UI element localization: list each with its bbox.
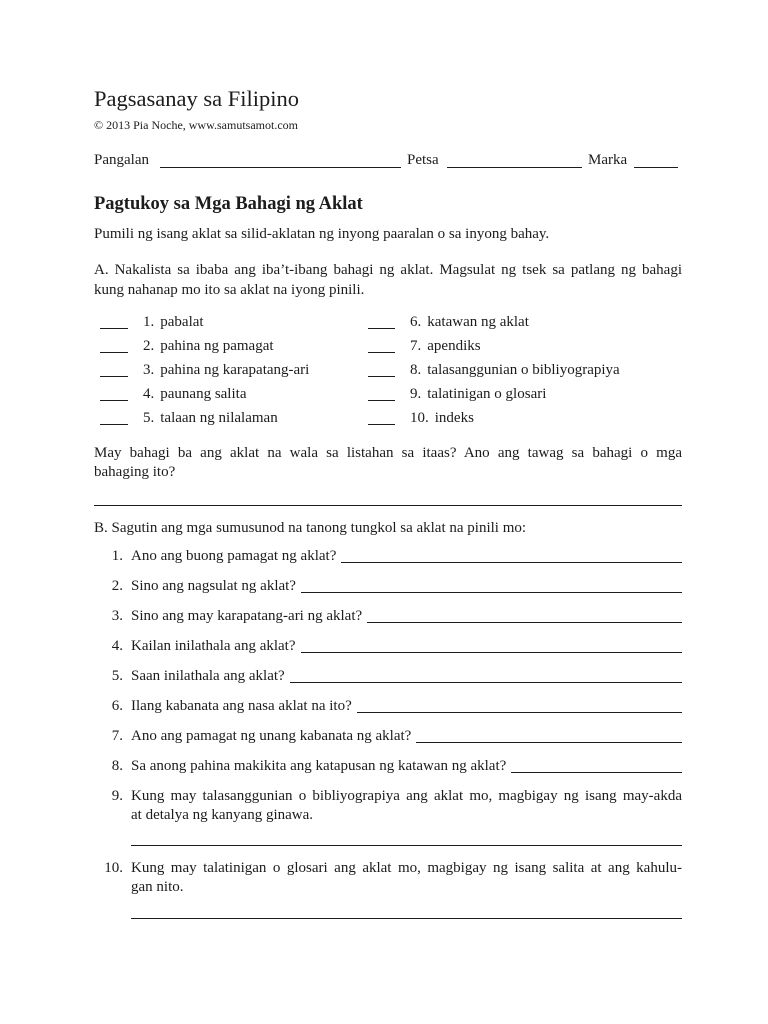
answer-blank [511,757,682,773]
part-b-instructions: B. Sagutin ang mga sumusunod na tanong tungkol sa aklat na pinili mo: [94,520,527,536]
answer-blank [290,667,682,683]
item-number: 8. [410,362,422,378]
question-row [94,667,682,685]
answer-blank [131,845,682,846]
question-number: 2. [111,578,123,594]
question-number: 5. [111,668,123,684]
question-row [94,727,682,745]
question-number: 8. [111,758,123,774]
question-number: 9. [111,788,123,804]
answer-blank [357,697,682,713]
question-number: 4. [111,638,123,654]
check-blank [100,424,128,425]
question-row [94,547,682,565]
followup-answer-blank [94,505,682,506]
item-number: 2. [143,338,155,354]
question-text-line-2: gan nito. [131,879,184,895]
list-item [410,409,474,427]
item-number: 9. [410,386,422,402]
list-item [143,385,246,403]
question-number: 3. [111,608,123,624]
check-blank [368,400,395,401]
check-blank [368,376,395,377]
item-label: talatinigan o glosari [427,386,547,402]
question-text: Ano ang pamagat ng unang kabanata ng aklat? [131,728,412,744]
intro-text: Pumili ng isang aklat sa silid-aklatan ng inyong paaralan o sa inyong bahay. [94,226,550,242]
answer-blank [416,727,682,743]
item-number: 6. [410,314,422,330]
answer-blank [131,918,682,919]
answer-blank [301,637,682,653]
question-number: 1. [111,548,123,564]
question-row [94,859,682,897]
question-text: Ano ang buong pamagat ng aklat? [131,548,337,564]
question-row [94,607,682,625]
item-label: talasanggunian o bibliyograpiya [427,362,620,378]
check-blank [100,328,128,329]
question-text: Sino ang nagsulat ng aklat? [131,578,296,594]
item-label: apendiks [427,338,481,354]
item-number: 4. [143,386,155,402]
item-number: 5. [143,410,155,426]
section-title: Pagtukoy sa Mga Bahagi ng Aklat [94,194,363,214]
answer-blank [341,547,682,563]
part-a-instructions-line-2: kung nahanap mo ito sa aklat na iyong pinili. [94,282,365,298]
grade-blank [634,167,678,168]
check-blank [100,400,128,401]
copyright-line: © 2013 Pia Noche, www.samutsamot.com [94,118,298,132]
item-label: pabalat [160,314,204,330]
question-row [94,757,682,775]
followup-question-line-1: May bahagi ba ang aklat na wala sa listahan sa itaas? Ano ang tawag sa bahagi o mga [94,445,682,461]
question-text: Sino ang may karapatang-ari ng aklat? [131,608,363,624]
name-label: Pangalan [94,152,149,168]
question-row [94,787,682,825]
page-title: Pagsasanay sa Filipino [94,86,299,111]
list-item [143,337,274,355]
list-item [143,361,309,379]
question-number: 10. [104,860,123,876]
date-blank [447,167,582,168]
check-blank [368,328,395,329]
item-label: katawan ng aklat [427,314,529,330]
list-item [410,361,620,379]
date-label: Petsa [407,152,439,168]
item-number: 3. [143,362,155,378]
item-label: indeks [434,410,474,426]
item-number: 10. [410,410,429,426]
question-text: Kailan inilathala ang aklat? [131,638,296,654]
check-blank [368,352,395,353]
list-item [143,313,204,331]
item-label: pahina ng karapatang-ari [160,362,310,378]
name-blank [160,167,401,168]
part-a-instructions-line-1: A. Nakalista sa ibaba ang iba’t-ibang bahagi ng aklat. Magsulat ng tsek sa patlang ng bahagi [94,262,682,278]
question-text [131,859,682,897]
question-row [94,697,682,715]
item-label: talaan ng nilalaman [160,410,278,426]
grade-label: Marka [588,152,628,168]
question-text [131,787,682,825]
question-text: Sa anong pahina makikita ang katapusan ng katawan ng aklat? [131,758,507,774]
item-label: paunang salita [160,386,247,402]
question-text: Saan inilathala ang aklat? [131,668,285,684]
question-text-line-1: Kung may talasanggunian o bibliyograpiya ang aklat mo, magbigay ng isang may-akda [131,788,682,804]
item-number: 1. [143,314,155,330]
question-text-line-2: at detalya ng kanyang ginawa. [131,807,314,823]
question-row [94,637,682,655]
question-text-line-1: Kung may talatinigan o glosari ang aklat mo, magbigay ng isang salita at ang kahulu- [131,860,682,876]
item-label: pahina ng pamagat [160,338,274,354]
list-item [410,337,481,355]
question-text: Ilang kabanata ang nasa aklat na ito? [131,698,352,714]
item-number: 7. [410,338,422,354]
list-item [410,313,529,331]
list-item [143,409,278,427]
question-number: 6. [111,698,123,714]
check-blank [100,352,128,353]
list-item [410,385,546,403]
question-row [94,577,682,595]
check-blank [368,424,395,425]
followup-question-line-2: bahaging ito? [94,464,176,480]
answer-blank [367,607,682,623]
check-blank [100,376,128,377]
question-number: 7. [111,728,123,744]
answer-blank [301,577,682,593]
